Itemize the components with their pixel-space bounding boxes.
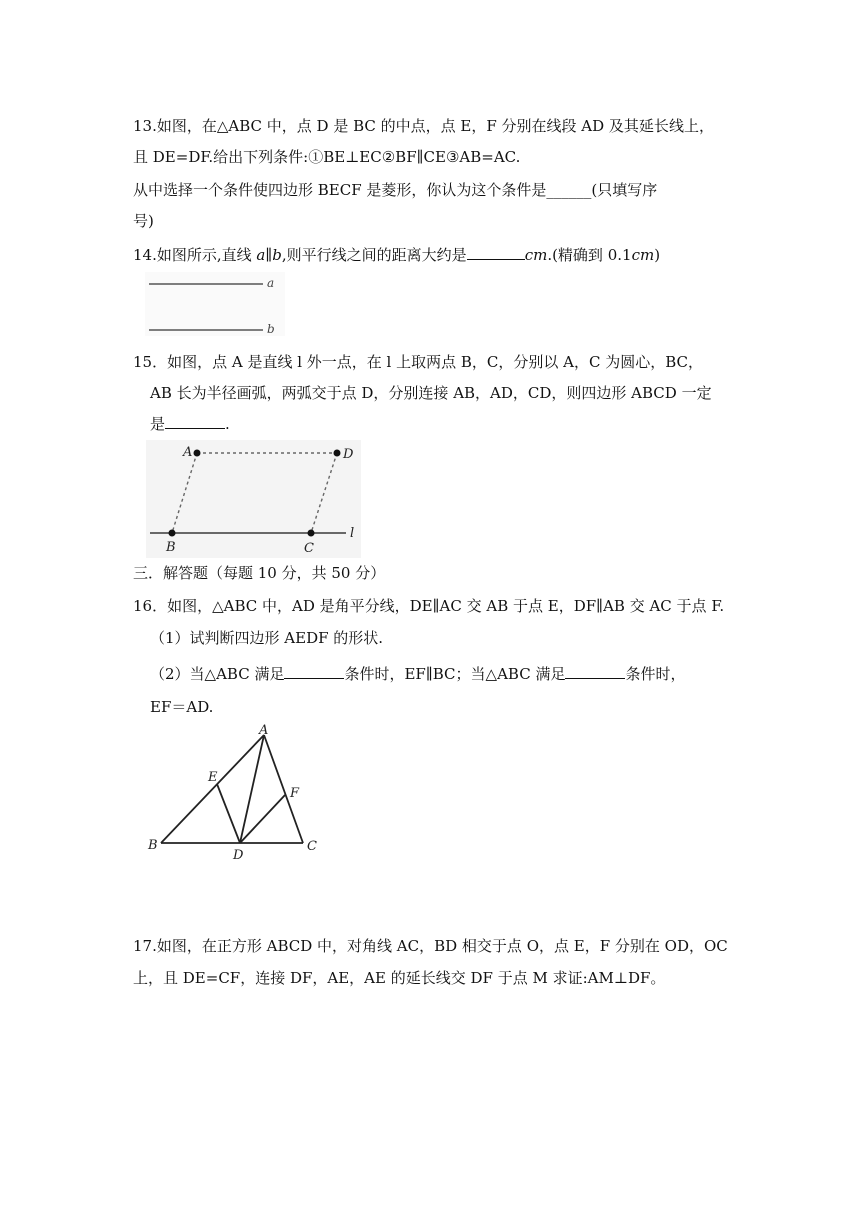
q17-line-2: 上，且 DE=CF，连接 DF，AE，AE 的延长线交 DF 于点 M 求证:AM⊥DF。	[133, 969, 666, 987]
q16-label-B: B	[148, 838, 158, 853]
q15-text-post: .	[225, 415, 230, 433]
q16-sub-1: （1）试判断四边形 AEDF 的形状.	[150, 629, 384, 647]
q15-line-1: 15．如图，点 A 是直线 l 外一点，在 l 上取两点 B，C，分别以 A，C 为圆心，BC，	[133, 353, 704, 371]
q14-unit: cm	[524, 246, 548, 264]
q15-parallelogram-figure	[146, 440, 361, 558]
q13-line-3: 从中选择一个条件使四边形 BECF 是菱形，你认为这个条件是______(只填写序	[133, 181, 658, 199]
q16-label-F: F	[290, 786, 300, 801]
q14-label-a: a	[267, 276, 275, 290]
q14-text-close: )	[654, 246, 661, 264]
q13-line-2: 且 DE=DF.给出下列条件:①BE⊥EC②BF∥CE③AB=AC.	[133, 148, 521, 166]
q13-line-4: 号)	[133, 212, 154, 230]
q14-answer-blank	[467, 245, 525, 260]
q16-sub-2	[150, 664, 685, 684]
q14-unit-2: cm	[631, 246, 655, 264]
q16-label-A: A	[259, 723, 269, 738]
q17-line-1: 17.如图，在正方形 ABCD 中，对角线 AC，BD 相交于点 O，点 E，F 分别在 OD，OC	[133, 937, 728, 955]
q15-text-pre: 是	[150, 415, 166, 433]
q15-label-C: C	[304, 541, 314, 556]
q15-label-D: D	[343, 447, 354, 462]
q15-answer-blank	[165, 414, 225, 429]
q16-sub2-text-b: 条件时，EF∥BC；当△ABC 满足	[344, 665, 566, 683]
q13-line-1: 13.如图，在△ABC 中，点 D 是 BC 的中点，点 E，F 分别在线段 AD 及其延长线上，	[133, 117, 714, 135]
section-3-heading: 三．解答题（每题 10 分，共 50 分）	[133, 564, 386, 582]
q16-label-D: D	[233, 848, 244, 860]
q16-label-C: C	[307, 839, 317, 854]
q14-var-a: a	[256, 246, 266, 264]
q15-line-2: AB 长为半径画弧，两弧交于点 D，分别连接 AB，AD，CD，则四边形 ABCD 一定	[150, 384, 712, 402]
q14-label-b: b	[267, 322, 275, 336]
q16-label-E: E	[208, 770, 218, 785]
q14-var-b: b	[272, 246, 282, 264]
q16-answer-blank-2	[565, 664, 625, 679]
q16-answer-blank-1	[284, 664, 344, 679]
q16-sub-2-cont: EF＝AD.	[150, 698, 214, 716]
q14-text-pre: 14.如图所示,直线	[133, 246, 257, 264]
q15-label-A: A	[183, 445, 193, 460]
q16-sub2-text-a: （2）当△ABC 满足	[150, 665, 285, 683]
q14-parallel-symbol: ∥	[265, 246, 273, 264]
q14-parallel-lines-figure	[145, 272, 285, 336]
q15-label-l: l	[350, 526, 355, 541]
q16-line-1: 16．如图，△ABC 中，AD 是角平分线，DE∥AC 交 AB 于点 E，DF∥AB 交 AC 于点 F.	[133, 597, 725, 615]
q16-triangle-figure	[140, 720, 330, 860]
q16-sub2-text-c: 条件时，	[625, 665, 686, 683]
q14-text-mid: ,则平行线之间的距离大约是	[281, 246, 467, 264]
q15-line-3	[150, 414, 230, 434]
q14-text-post: .(精确到 0.1	[547, 246, 632, 264]
q14-line	[133, 245, 660, 265]
q15-label-B: B	[166, 540, 176, 555]
